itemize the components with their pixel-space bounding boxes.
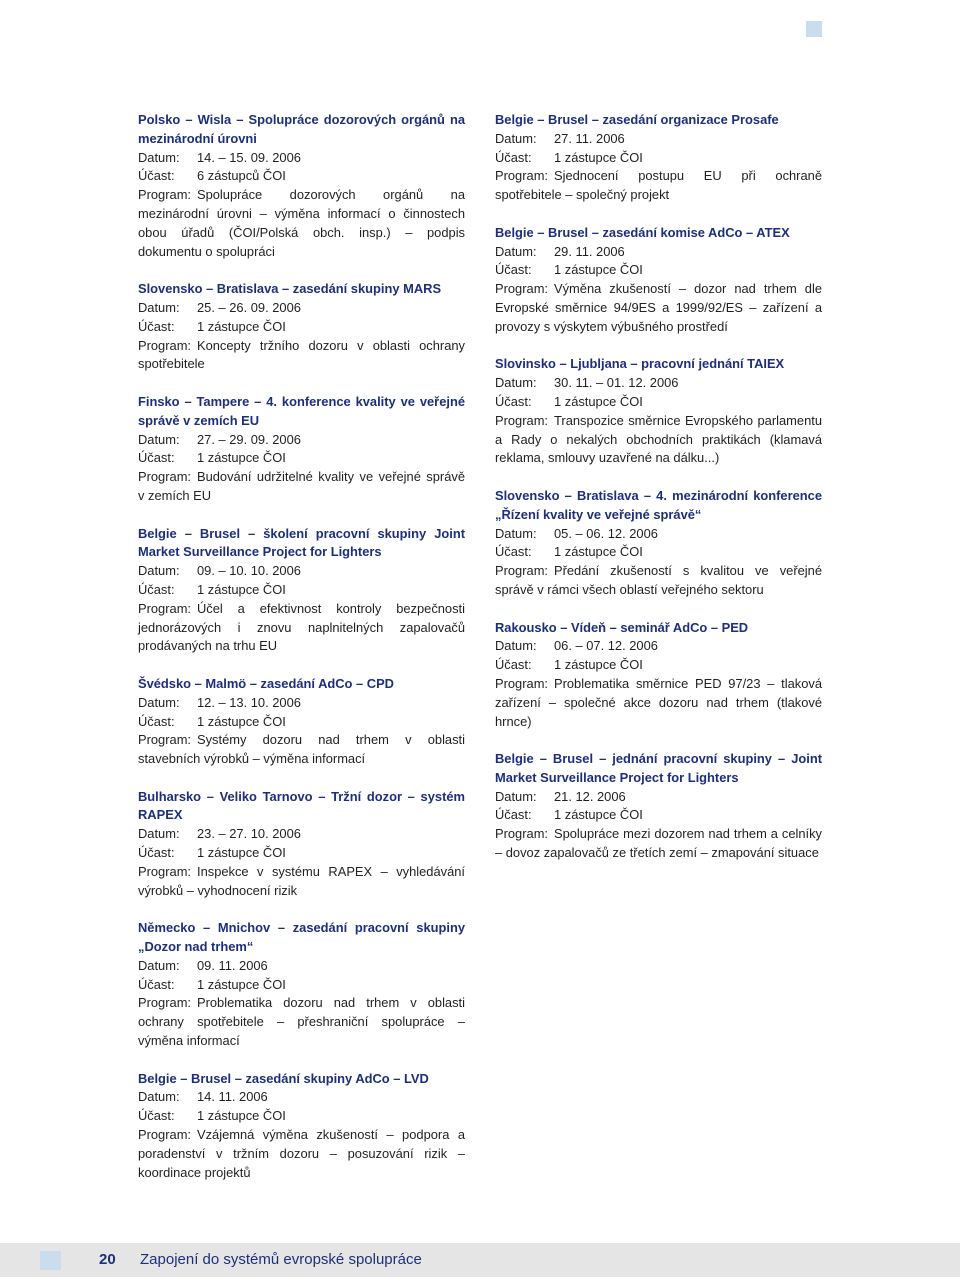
attendance-value: 1 zástupce ČOI bbox=[197, 318, 286, 334]
date-value: 14. – 15. 09. 2006 bbox=[197, 149, 301, 165]
attendance-value: 6 zástupců ČOI bbox=[197, 168, 286, 184]
program-label: Program: bbox=[495, 826, 549, 842]
program-label: Program: bbox=[138, 600, 192, 616]
entry-sweden-malmo bbox=[138, 675, 465, 769]
program-label: Program: bbox=[495, 563, 549, 579]
page-number: 20 bbox=[99, 1251, 116, 1268]
entry-title: Belgie – Brusel – školení pracovní skupiny Joint Market Surveillance Project for Lighters bbox=[138, 525, 465, 560]
date-value: 21. 12. 2006 bbox=[554, 788, 626, 804]
program-label: Program: bbox=[138, 995, 192, 1011]
entry-date-row bbox=[495, 788, 822, 807]
entry-title: Rakousko – Vídeň – seminář AdCo – PED bbox=[495, 619, 749, 635]
chapter-title: Zapojení do systémů evropské spolupráce bbox=[140, 1251, 422, 1268]
attendance-label: Účast: bbox=[138, 318, 175, 334]
right-column bbox=[495, 111, 822, 863]
entry-date-row bbox=[138, 825, 465, 844]
date-label: Datum: bbox=[495, 375, 537, 391]
entry-slovakia-mars bbox=[138, 280, 465, 374]
entry-slovakia-quality-conference bbox=[495, 487, 822, 600]
entry-date-row bbox=[138, 562, 465, 581]
attendance-label: Účast: bbox=[138, 713, 175, 729]
entry-title: Belgie – Brusel – zasedání komise AdCo – ATEX bbox=[495, 224, 790, 240]
entry-attendance-row bbox=[138, 976, 465, 995]
entry-program bbox=[138, 600, 465, 656]
date-label: Datum: bbox=[495, 130, 537, 146]
attendance-label: Účast: bbox=[495, 544, 532, 560]
attendance-label: Účast: bbox=[495, 262, 532, 278]
date-label: Datum: bbox=[138, 1089, 180, 1105]
entry-date-row bbox=[138, 1088, 465, 1107]
date-value: 23. – 27. 10. 2006 bbox=[197, 826, 301, 842]
attendance-label: Účast: bbox=[138, 845, 175, 861]
program-label: Program: bbox=[495, 675, 549, 691]
entry-germany-munich bbox=[138, 919, 465, 1051]
program-text: Systémy dozoru nad trhem v oblasti stavebních výrobků – výměna informací bbox=[138, 732, 465, 767]
entry-program bbox=[495, 562, 822, 600]
entry-attendance-row bbox=[495, 656, 822, 675]
attendance-value: 1 zástupce ČOI bbox=[554, 807, 643, 823]
date-label: Datum: bbox=[138, 299, 180, 315]
entry-date-row bbox=[138, 431, 465, 450]
program-text: Budování udržitelné kvality ve veřejné správě v zemích EU bbox=[138, 469, 465, 503]
entry-belgium-lighters-meeting bbox=[495, 750, 822, 863]
attendance-value: 1 zástupce ČOI bbox=[197, 581, 286, 597]
entry-attendance-row bbox=[495, 261, 822, 280]
entry-title: Belgie – Brusel – jednání pracovní skupiny – Joint Market Surveillance Project for Lighters bbox=[495, 751, 822, 785]
entry-bulgaria-veliko-tarnovo bbox=[138, 788, 465, 901]
date-value: 05. – 06. 12. 2006 bbox=[554, 525, 658, 541]
attendance-label: Účast: bbox=[495, 393, 532, 409]
date-value: 12. – 13. 10. 2006 bbox=[197, 694, 301, 710]
entry-attendance-row bbox=[495, 149, 822, 168]
program-label: Program: bbox=[495, 412, 549, 428]
program-text: Spolupráce mezi dozorem nad trhem a celníky – dovoz zapalovačů ze třetích zemí – zmapování situace bbox=[495, 826, 822, 861]
entry-attendance-row bbox=[138, 449, 465, 468]
attendance-label: Účast: bbox=[495, 149, 532, 165]
entry-attendance-row bbox=[495, 543, 822, 562]
program-label: Program: bbox=[495, 281, 549, 297]
corner-decoration-square bbox=[806, 21, 822, 37]
entry-poland-wisla bbox=[138, 111, 465, 261]
entry-finland-tampere bbox=[138, 393, 465, 506]
entry-title: Slovensko – Bratislava – zasedání skupiny MARS bbox=[138, 281, 442, 297]
entry-belgium-lighters-training bbox=[138, 525, 465, 657]
entry-program bbox=[138, 994, 465, 1050]
entry-title: Švédsko – Malmö – zasedání AdCo – CPD bbox=[138, 675, 394, 691]
attendance-value: 1 zástupce ČOI bbox=[554, 657, 643, 673]
entry-belgium-atex bbox=[495, 224, 822, 337]
entry-date-row bbox=[495, 374, 822, 393]
program-text: Transpozice směrnice Evropského parlamentu a Rady o nekalých obchodních praktikách (klamavá reklama, smlouvy uzavřené na dálku...) bbox=[495, 412, 822, 466]
attendance-value: 1 zástupce ČOI bbox=[197, 450, 286, 466]
entry-attendance-row bbox=[495, 393, 822, 412]
entry-attendance-row bbox=[138, 713, 465, 732]
attendance-label: Účast: bbox=[138, 581, 175, 597]
entry-date-row bbox=[138, 149, 465, 168]
entry-attendance-row bbox=[138, 1107, 465, 1126]
entry-attendance-row bbox=[138, 318, 465, 337]
entry-slovenia-taiex bbox=[495, 355, 822, 468]
entry-title: Finsko – Tampere – 4. konference kvality ve veřejné správě v zemích EU bbox=[138, 393, 465, 428]
program-text: Spolupráce dozorových orgánů na mezinárodní úrovni – výměna informací o činnostech obou úřadů (ČOI/Polská obch. insp.) – podpis dokumentu o spolupráci bbox=[138, 187, 465, 259]
program-label: Program: bbox=[495, 168, 549, 184]
entry-program bbox=[138, 731, 465, 769]
entry-date-row bbox=[138, 299, 465, 318]
date-label: Datum: bbox=[495, 788, 537, 804]
entry-attendance-row bbox=[138, 844, 465, 863]
entry-belgium-prosafe bbox=[495, 111, 822, 205]
entry-program bbox=[495, 825, 822, 863]
attendance-value: 1 zástupce ČOI bbox=[197, 845, 286, 861]
entry-title: Bulharsko – Veliko Tarnovo – Tržní dozor – systém RAPEX bbox=[138, 788, 465, 823]
date-value: 27. – 29. 09. 2006 bbox=[197, 431, 301, 447]
entry-program bbox=[138, 186, 465, 261]
date-value: 14. 11. 2006 bbox=[197, 1089, 268, 1105]
date-label: Datum: bbox=[495, 638, 537, 654]
date-value: 09. 11. 2006 bbox=[197, 957, 268, 973]
attendance-value: 1 zástupce ČOI bbox=[554, 262, 643, 278]
attendance-label: Účast: bbox=[495, 657, 532, 673]
entry-attendance-row bbox=[495, 806, 822, 825]
entry-program bbox=[495, 412, 822, 468]
entry-austria-vienna bbox=[495, 619, 822, 732]
attendance-value: 1 zástupce ČOI bbox=[554, 149, 643, 165]
entry-title: Německo – Mnichov – zasedání pracovní skupiny „Dozor nad trhem“ bbox=[138, 920, 465, 955]
entry-date-row bbox=[495, 130, 822, 149]
entry-program bbox=[138, 1126, 465, 1182]
entry-program bbox=[138, 337, 465, 375]
program-text: Výměna zkušeností – dozor nad trhem dle Evropské směrnice 94/9ES a 1999/92/ES – zařízení a provozy s výskytem výbušného prostředí bbox=[495, 281, 822, 334]
date-value: 27. 11. 2006 bbox=[554, 130, 625, 146]
program-label: Program: bbox=[138, 1127, 192, 1143]
date-value: 29. 11. 2006 bbox=[554, 243, 625, 259]
entry-program bbox=[138, 863, 465, 901]
entry-program bbox=[495, 675, 822, 731]
program-text: Účel a efektivnost kontroly bezpečnosti jednorázových i znovu naplnitelných zapalovačů prodávaných na trhu EU bbox=[138, 600, 465, 654]
program-text: Problematika směrnice PED 97/23 – tlaková zařízení – společné akce dozoru nad trhem (tlakové hrnce) bbox=[495, 675, 822, 729]
attendance-label: Účast: bbox=[138, 168, 175, 184]
footer-decoration-square bbox=[40, 1251, 61, 1270]
attendance-value: 1 zástupce ČOI bbox=[197, 713, 286, 729]
entry-belgium-lvd bbox=[138, 1070, 465, 1183]
program-text: Inspekce v systému RAPEX – vyhledávání výrobků – vyhodnocení rizik bbox=[138, 863, 465, 898]
attendance-value: 1 zástupce ČOI bbox=[554, 393, 643, 409]
entry-attendance-row bbox=[138, 167, 465, 186]
entry-program bbox=[138, 468, 465, 506]
program-text: Problematika dozoru nad trhem v oblasti ochrany spotřebitele – přeshraniční spolupráce – výměna informací bbox=[138, 995, 465, 1049]
attendance-value: 1 zástupce ČOI bbox=[197, 976, 286, 992]
entry-program bbox=[495, 167, 822, 205]
entry-title: Slovinsko – Ljubljana – pracovní jednání TAIEX bbox=[495, 356, 785, 372]
left-column bbox=[138, 111, 465, 1182]
program-label: Program: bbox=[138, 337, 192, 353]
program-text: Předání zkušeností s kvalitou ve veřejné správě v rámci všech oblastí veřejného sektoru bbox=[495, 563, 822, 597]
program-label: Program: bbox=[138, 863, 192, 879]
date-value: 30. 11. – 01. 12. 2006 bbox=[554, 375, 679, 391]
entry-date-row bbox=[495, 525, 822, 544]
date-label: Datum: bbox=[138, 694, 180, 710]
program-text: Sjednocení postupu EU při ochraně spotřebitele – společný projekt bbox=[495, 168, 822, 203]
date-label: Datum: bbox=[138, 149, 180, 165]
date-value: 25. – 26. 09. 2006 bbox=[197, 299, 301, 315]
entry-date-row bbox=[138, 957, 465, 976]
date-value: 06. – 07. 12. 2006 bbox=[554, 638, 658, 654]
entry-program bbox=[495, 280, 822, 336]
attendance-label: Účast: bbox=[138, 450, 175, 466]
date-value: 09. – 10. 10. 2006 bbox=[197, 563, 301, 579]
program-text: Koncepty tržního dozoru v oblasti ochrany spotřebitele bbox=[138, 337, 465, 372]
attendance-label: Účast: bbox=[138, 976, 175, 992]
date-label: Datum: bbox=[138, 431, 180, 447]
entry-title: Belgie – Brusel – zasedání skupiny AdCo – LVD bbox=[138, 1070, 429, 1086]
entry-title: Polsko – Wisla – Spolupráce dozorových orgánů na mezinárodní úrovni bbox=[138, 112, 465, 146]
entry-date-row bbox=[138, 694, 465, 713]
date-label: Datum: bbox=[495, 243, 537, 259]
attendance-value: 1 zástupce ČOI bbox=[554, 544, 643, 560]
program-label: Program: bbox=[138, 469, 192, 485]
attendance-value: 1 zástupce ČOI bbox=[197, 1108, 286, 1124]
date-label: Datum: bbox=[138, 563, 180, 579]
program-text: Vzájemná výměna zkušeností – podpora a poradenství v tržním dozoru – posuzování rizik – koordinace projektů bbox=[138, 1127, 465, 1180]
date-label: Datum: bbox=[138, 826, 180, 842]
date-label: Datum: bbox=[138, 957, 180, 973]
date-label: Datum: bbox=[495, 525, 537, 541]
attendance-label: Účast: bbox=[138, 1108, 175, 1124]
program-label: Program: bbox=[138, 187, 192, 203]
entry-title: Slovensko – Bratislava – 4. mezinárodní konference „Řízení kvality ve veřejné správě“ bbox=[495, 487, 822, 522]
entry-date-row bbox=[495, 243, 822, 262]
entry-date-row bbox=[495, 637, 822, 656]
entry-title: Belgie – Brusel – zasedání organizace Prosafe bbox=[495, 112, 779, 127]
program-label: Program: bbox=[138, 732, 192, 748]
attendance-label: Účast: bbox=[495, 807, 532, 823]
entry-attendance-row bbox=[138, 581, 465, 600]
